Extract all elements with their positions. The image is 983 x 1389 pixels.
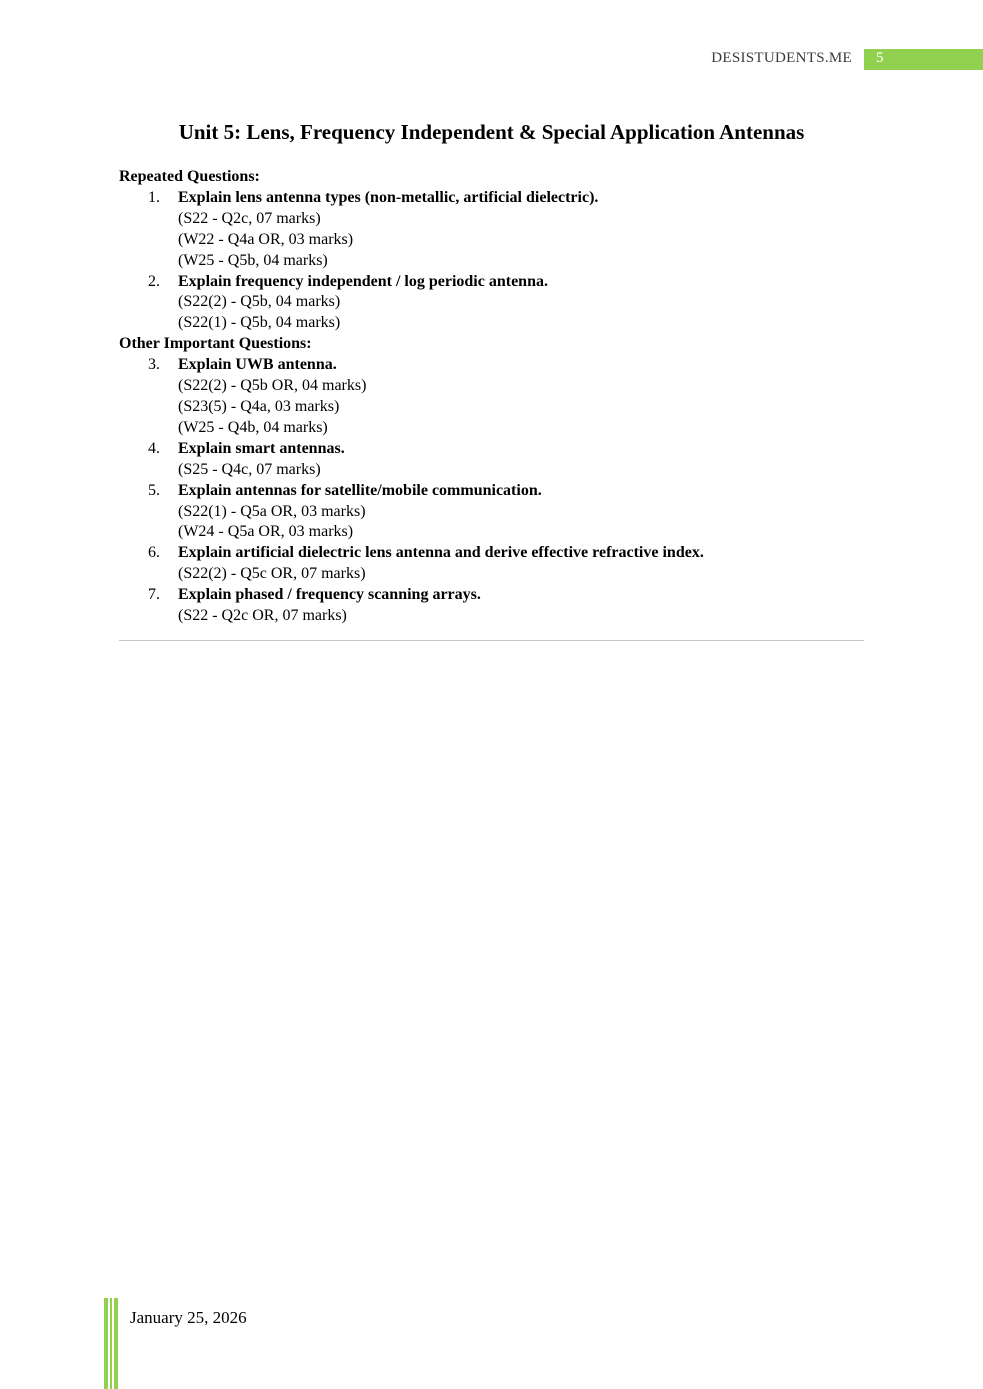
question-text: Explain UWB antenna. (178, 356, 337, 374)
section-heading: Repeated Questions: (119, 168, 260, 185)
question-reference: (W25 - Q4b, 04 marks) (178, 418, 328, 436)
question-item (119, 481, 864, 544)
question-item (119, 272, 864, 335)
question-reference: (S22(1) - Q5a OR, 03 marks) (178, 502, 366, 520)
question-text: Explain phased / frequency scanning arrays. (178, 586, 481, 604)
question-reference: (S25 - Q4c, 07 marks) (178, 460, 321, 478)
page-number: 5 (876, 50, 884, 66)
question-item (119, 355, 864, 439)
question-text: Explain frequency independent / log periodic antenna. (178, 272, 548, 290)
page-title: Unit 5: Lens, Frequency Independent & Special Application Antennas (178, 120, 805, 144)
question-number: 7. (148, 586, 160, 604)
question-reference: (W25 - Q5b, 04 marks) (178, 251, 328, 269)
question-number: 3. (148, 356, 160, 374)
question-number: 1. (148, 188, 160, 206)
question-reference: (S22 - Q2c OR, 07 marks) (178, 607, 347, 625)
question-item (119, 543, 864, 585)
question-number: 5. (148, 481, 160, 499)
header-site-name: DESISTUDENTS.ME (711, 50, 852, 66)
question-text: Explain artificial dielectric lens antenna and derive effective refractive index. (178, 544, 704, 562)
question-text: Explain antennas for satellite/mobile communication. (178, 481, 542, 499)
question-reference: (S22(2) - Q5b OR, 04 marks) (178, 377, 367, 395)
question-reference: (S22 - Q2c, 07 marks) (178, 209, 321, 227)
question-list (119, 167, 864, 627)
question-number: 4. (148, 439, 160, 457)
question-reference: (S22(2) - Q5c OR, 07 marks) (178, 565, 366, 583)
question-number: 2. (148, 272, 160, 290)
question-reference: (S22(1) - Q5b, 04 marks) (178, 314, 341, 332)
section-divider (119, 640, 864, 641)
question-reference: (S23(5) - Q4a, 03 marks) (178, 397, 340, 415)
footer-accent-bars (104, 1298, 118, 1389)
question-item (119, 188, 864, 272)
section-heading: Other Important Questions: (119, 335, 312, 353)
question-item (119, 585, 864, 627)
question-text: Explain lens antenna types (non-metallic, artificial dielectric). (178, 188, 599, 206)
page-number-badge (864, 49, 983, 70)
question-reference: (W22 - Q4a OR, 03 marks) (178, 230, 354, 248)
question-number: 6. (148, 544, 160, 562)
question-text: Explain smart antennas. (178, 439, 345, 457)
question-item (119, 439, 864, 481)
question-reference: (W24 - Q5a OR, 03 marks) (178, 523, 354, 541)
question-reference: (S22(2) - Q5b, 04 marks) (178, 293, 341, 311)
footer-date: January 25, 2026 (130, 1308, 247, 1327)
